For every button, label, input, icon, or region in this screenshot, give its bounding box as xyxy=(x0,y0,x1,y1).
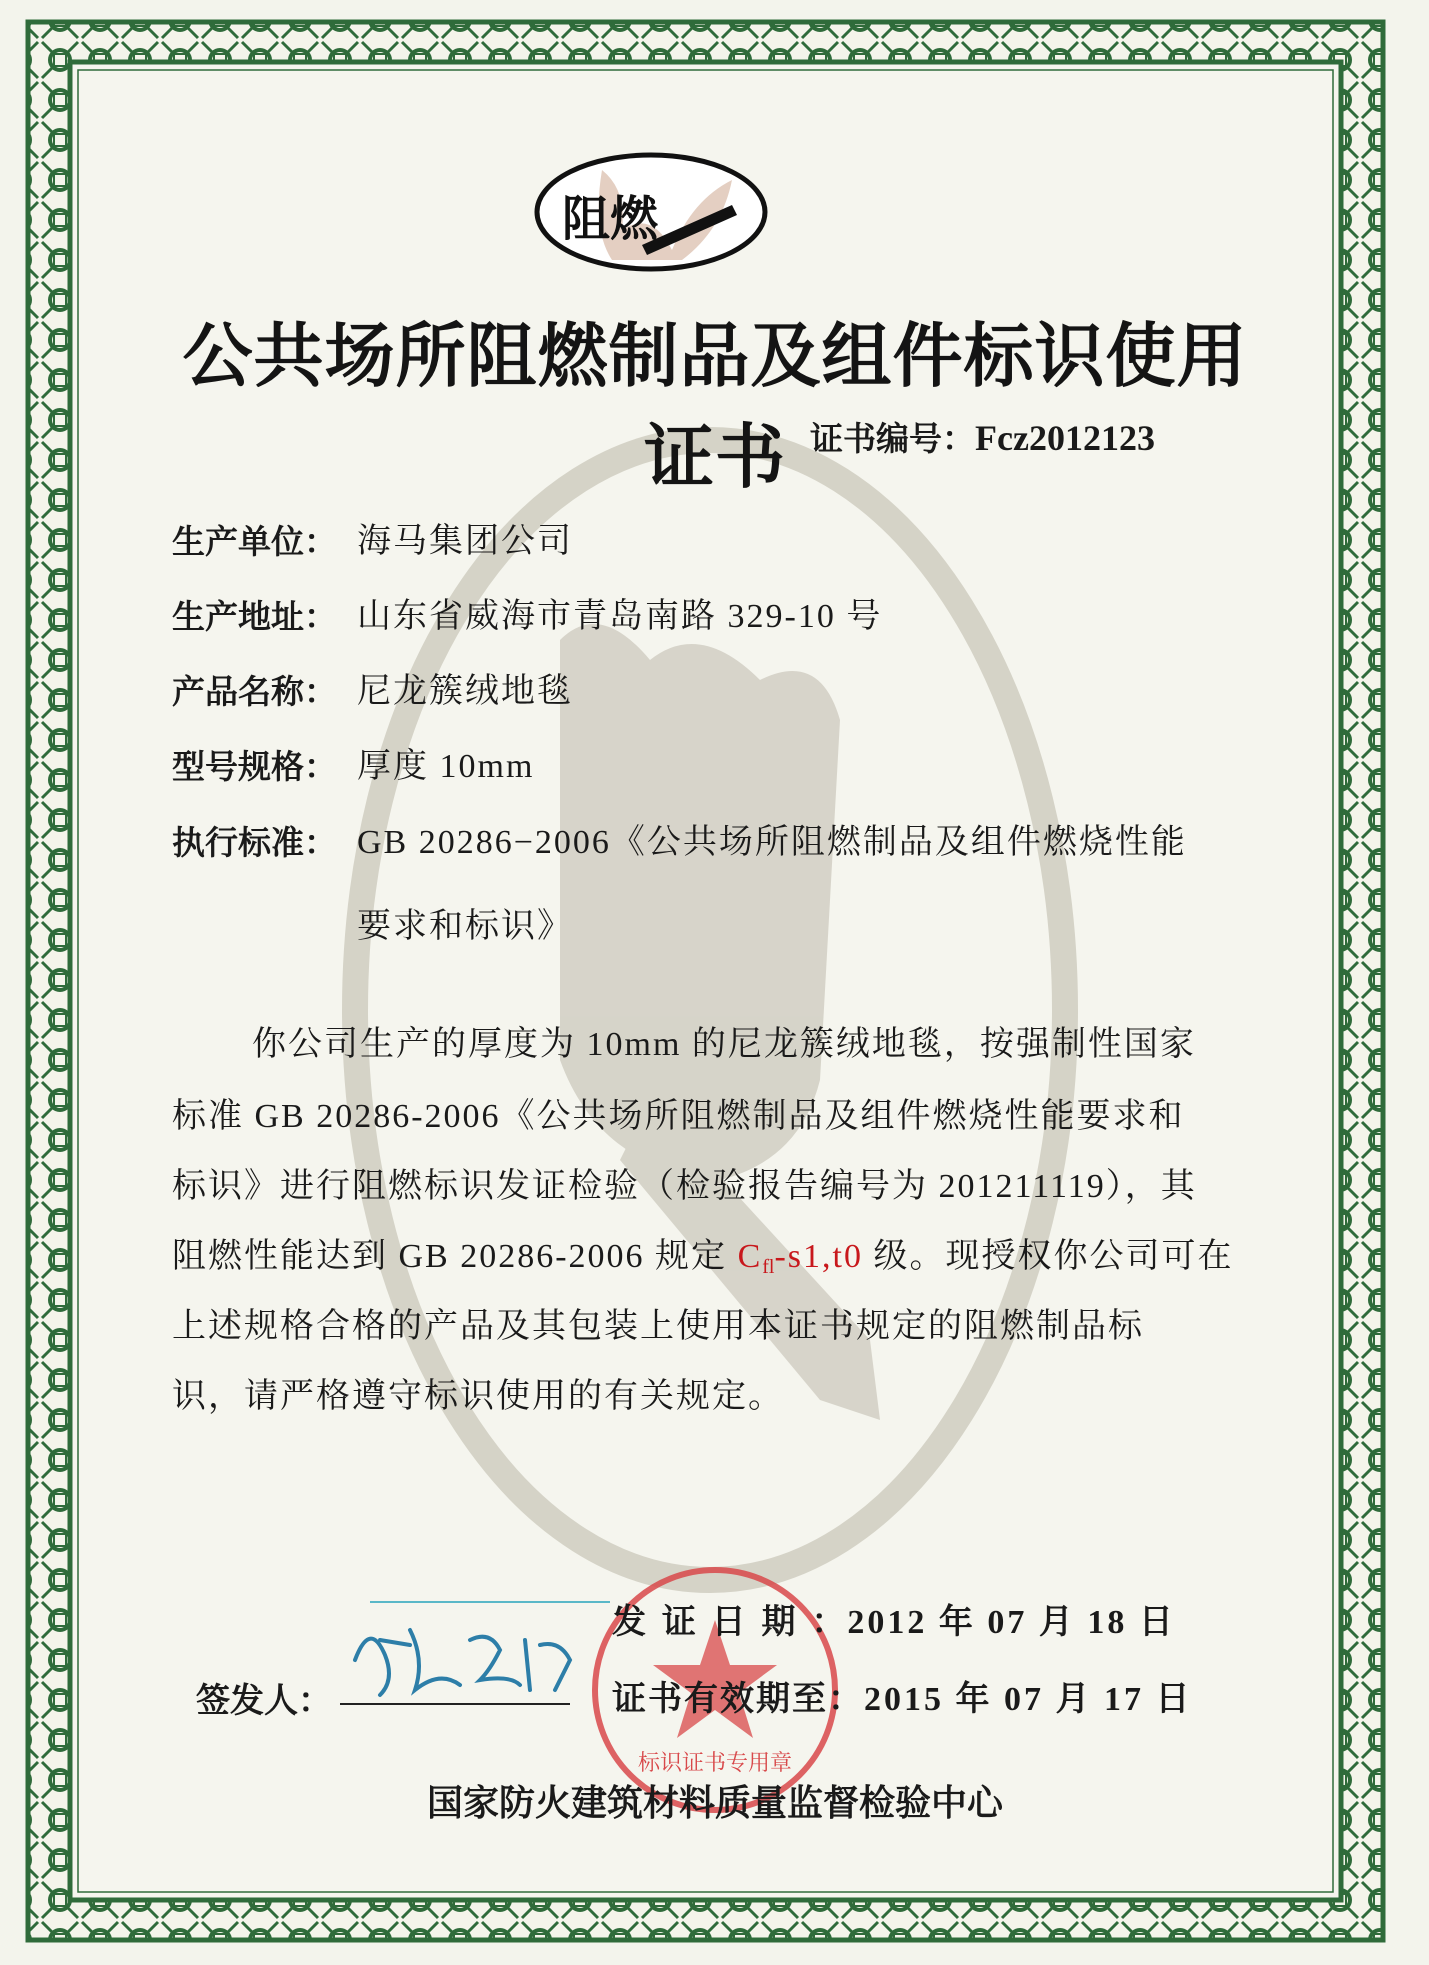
field-value: 厚度 10mm xyxy=(357,748,535,785)
flame-hand-logo-icon xyxy=(532,150,770,274)
issue-date-label: 发 证 日 期 ： xyxy=(612,1602,848,1642)
issue-date-value: 2012 年 07 月 18 日 xyxy=(847,1604,1176,1641)
body-line: 识，请严格遵守标识使用的有关规定。 xyxy=(172,1378,784,1415)
valid-until xyxy=(612,1671,1193,1720)
grade-rest: -s1,t0 xyxy=(774,1238,863,1275)
field-standard xyxy=(172,823,1187,863)
field-label: 产品名称： xyxy=(172,672,337,711)
field-value: GB 20286−2006《公共场所阻燃制品及组件燃烧性能 xyxy=(357,824,1187,861)
field-label: 型号规格： xyxy=(172,747,337,786)
valid-until-label: 证书有效期至： xyxy=(612,1679,864,1719)
issuing-authority: 国家防火建筑材料质量监督检验中心 xyxy=(426,1783,1003,1824)
body-text: 阻燃性能达到 GB 20286-2006 规定 xyxy=(172,1238,738,1275)
seal-inner-text: 标识证书专用章 xyxy=(637,1751,793,1776)
field-address xyxy=(172,597,882,637)
issuer-label: 签发人： xyxy=(196,1681,332,1721)
logo-text: 阻燃 xyxy=(562,191,659,247)
field-producer xyxy=(172,522,573,562)
field-value: 海马集团公司 xyxy=(357,523,573,560)
certificate-number-value: Fcz2012123 xyxy=(975,418,1155,458)
body-line: 你公司生产的厚度为 10mm 的尼龙簇绒地毯，按强制性国家 xyxy=(252,1026,1196,1063)
field-label: 执行标准： xyxy=(172,823,337,862)
field-value: 尼龙簇绒地毯 xyxy=(357,673,573,710)
signature-image xyxy=(340,1600,620,1720)
body-line: 上述规格合格的产品及其包装上使用本证书规定的阻燃制品标 xyxy=(172,1308,1144,1345)
body-text: 级。现授权你公司可在 xyxy=(862,1238,1234,1275)
field-label: 生产单位： xyxy=(172,522,337,561)
field-label: 生产地址： xyxy=(172,597,337,636)
field-standard-line2: 要求和标识》 xyxy=(357,908,573,945)
certificate-title: 公共场所阻燃制品及组件标识使用证书 xyxy=(182,315,1248,498)
certificate-number xyxy=(810,413,1155,460)
grade-main: C xyxy=(737,1238,763,1275)
field-value: 山东省威海市青岛南路 329-10 号 xyxy=(357,598,883,635)
body-line: 标准 GB 20286-2006《公共场所阻燃制品及组件燃烧性能要求和 xyxy=(172,1098,1185,1135)
grade-sub: fl xyxy=(762,1256,775,1278)
field-product-name xyxy=(172,672,573,712)
body-line: 标识》进行阻燃标识发证检验（检验报告编号为 201211119），其 xyxy=(172,1168,1197,1205)
certificate-number-label: 证书编号： xyxy=(810,419,975,458)
field-model-spec xyxy=(172,747,534,787)
valid-until-value: 2015 年 07 月 17 日 xyxy=(864,1681,1193,1718)
body-line-grade xyxy=(172,1228,1234,1279)
issue-date xyxy=(612,1594,1176,1643)
